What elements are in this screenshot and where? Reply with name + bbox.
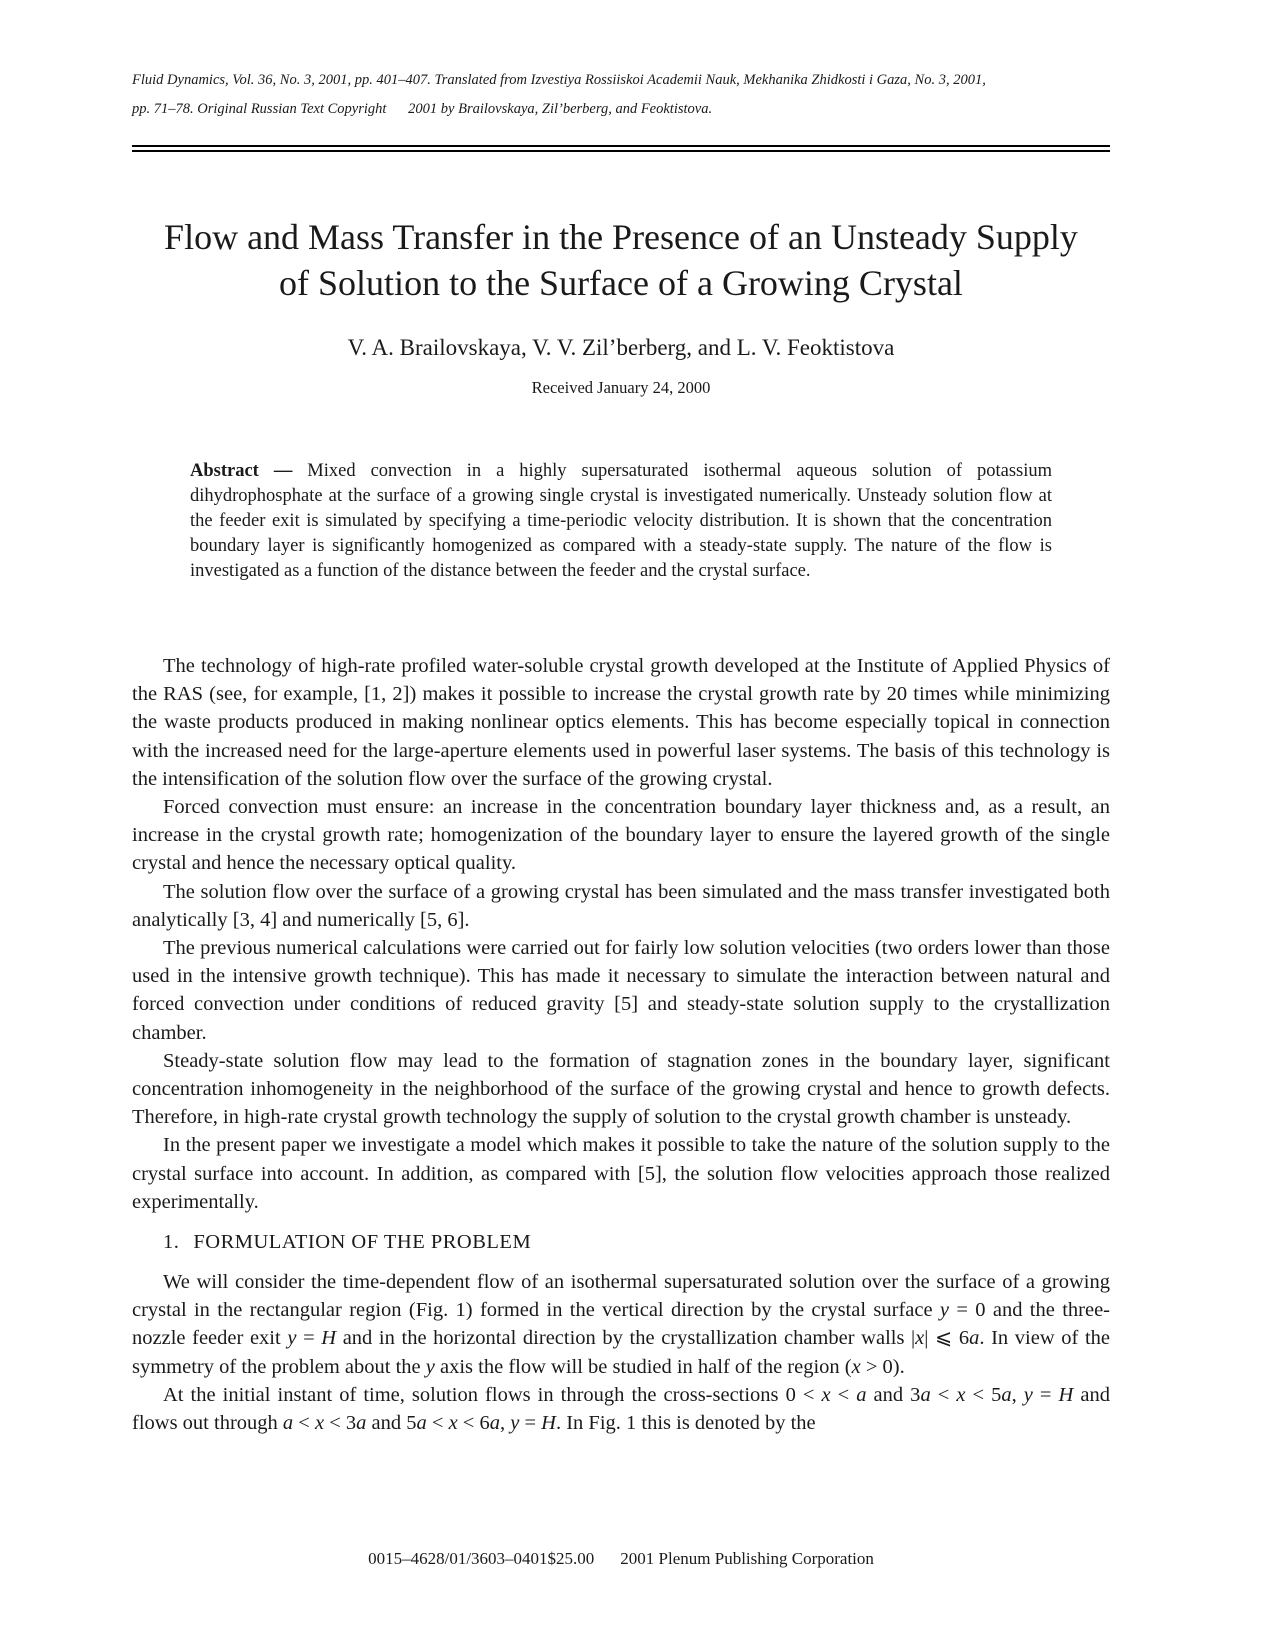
- page-footer: [132, 1548, 1110, 1570]
- section-heading-1: [163, 1228, 1110, 1256]
- paragraph-1: The technology of high-rate profiled water-soluble crystal growth developed at the Institute of Applied Physics of the RAS (see, for example, [1, 2]) makes it possible to increase the crystal growth rate by 20 times while minimizing the waste products produced in making nonlinear optics elements. This has become especially topical in connection with the increased need for the large-aperture elements used in powerful laser systems. The basis of this technology is the intensification of the solution flow over the surface of the growing crystal.: [132, 655, 1110, 790]
- journal-header-line-2: pp. 71–78. Original Russian Text Copyright 2001 by Brailovskaya, Zil’berberg, and Feoktistova.: [132, 101, 713, 117]
- paper-title-line-2: of Solution to the Surface of a Growing Crystal: [279, 263, 963, 303]
- header-rule-top: [132, 145, 1110, 147]
- paper-title-line-1: Flow and Mass Transfer in the Presence of an Unsteady Supply: [164, 217, 1078, 257]
- received-date: Received January 24, 2000: [531, 378, 711, 397]
- section-title: FORMULATION OF THE PROBLEM: [193, 1231, 532, 1254]
- paragraph-3: The solution flow over the surface of a growing crystal has been simulated and the mass transfer investigated both analytically [3, 4] and numerically [5, 6].: [132, 880, 1110, 931]
- paragraph-8: At the initial instant of time, solution flows in through the cross-sections 0 < x < a and 3a < x < 5a, y = H and flows out through a < x < 3a and 5a < x < 6a, y = H. In Fig. 1 this is denoted by the: [132, 1383, 1111, 1435]
- paragraph-2: Forced convection must ensure: an increase in the concentration boundary layer thickness and, as a result, an increase in the crystal growth rate; homogenization of the boundary layer to ensure the layered growth of the single crystal and hence the necessary optical quality.: [132, 796, 1110, 875]
- header-rule-bottom: [132, 150, 1110, 152]
- footer-publisher: 2001 Plenum Publishing Corporation: [620, 1549, 874, 1568]
- abstract-label: Abstract —: [190, 461, 293, 481]
- journal-header-line-1: Fluid Dynamics, Vol. 36, No. 3, 2001, pp. 401–407. Translated from Izvestiya Rossiiskoi Academii Nauk, Mekhanika Zhidkosti i Gaza, No. 3, 2001,: [132, 72, 986, 88]
- footer-code: 0015–4628/01/3603–0401$25.00: [368, 1549, 595, 1568]
- paragraph-5: Steady-state solution flow may lead to the formation of stagnation zones in the boundary layer, significant concentration inhomogeneity in the neighborhood of the surface of the growing crystal and hence to growth defects. Therefore, in high-rate crystal growth technology the supply of solution to the crystal growth chamber is unsteady.: [132, 1049, 1110, 1129]
- body-text: [132, 652, 1110, 1437]
- paragraph-4: The previous numerical calculations were carried out for fairly low solution velocities (two orders lower than those used in the intensive growth technique). This has made it necessary to simulate the interaction between natural and forced convection under conditions of reduced gravity [5] and steady-state solution supply to the crystallization chamber.: [132, 937, 1110, 1044]
- paper-title: [132, 214, 1110, 306]
- paragraph-7: We will consider the time-dependent flow of an isothermal supersaturated solution over the surface of a growing crystal in the rectangular region (Fig. 1) formed in the vertical direction by the crystal surface y = 0 and the three-nozzle feeder exit y = H and in the horizontal direction by the crystallization chamber walls |x| ⩽ 6a. In view of the symmetry of the problem about the y axis the flow will be studied in half of the region (x > 0).: [132, 1271, 1111, 1378]
- journal-header: [132, 66, 1112, 124]
- paragraph-6: In the present paper we investigate a model which makes it possible to take the nature of the solution supply to the crystal surface into account. In addition, as compared with [5], the solution flow velocities approach those realized experimentally.: [132, 1134, 1110, 1213]
- authors: V. A. Brailovskaya, V. V. Zil’berberg, and L. V. Feoktistova: [347, 335, 895, 360]
- abstract: [190, 459, 1052, 584]
- abstract-text: Mixed convection in a highly supersaturated isothermal aqueous solution of potassium dihydrophosphate at the surface of a growing single crystal is investigated numerically. Unsteady solution flow at the feeder exit is simulated by specifying a time-periodic velocity distribution. It is shown that the concentration boundary layer is significantly homogenized as compared with a steady-state supply. The nature of the flow is investigated as a function of the distance between the feeder and the crystal surface.: [190, 461, 1053, 581]
- section-number: 1.: [163, 1231, 180, 1254]
